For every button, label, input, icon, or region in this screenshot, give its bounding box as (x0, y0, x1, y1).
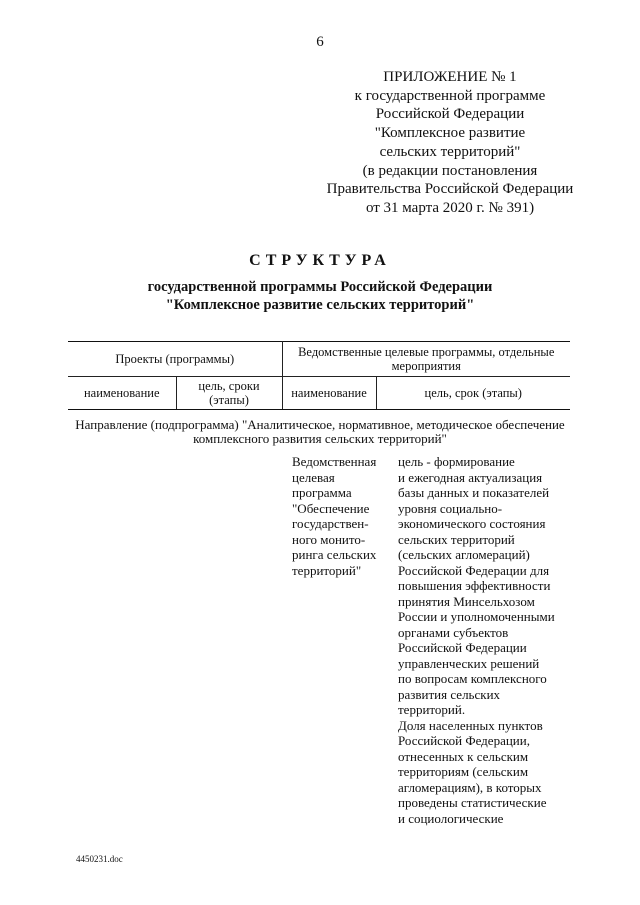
appendix-line: "Комплексное развитие (374, 125, 526, 142)
program-goal-cell (398, 454, 598, 826)
program-goal-line: развития сельских (398, 686, 501, 702)
program-goal-line: отнесенных к сельским (398, 748, 529, 764)
program-goal-line: цель - формирование (398, 454, 515, 469)
program-goal-line: России и уполномоченными (398, 609, 555, 624)
program-goal-line: принятия Минсельхозом (398, 593, 535, 609)
appendix-line: ПРИЛОЖЕНИЕ № 1 (383, 69, 517, 85)
program-name-line: Ведомственная (292, 454, 377, 469)
header-departmental-name: наименование (282, 377, 376, 410)
header-projects-name: наименование (68, 377, 176, 410)
appendix-line: (в редакции постановления (362, 162, 538, 179)
program-name-line: целевая (292, 469, 335, 485)
program-goal-line: уровня социально- (398, 500, 503, 516)
program-goal-line: базы данных и показателей (398, 485, 550, 500)
program-name-line: территорий" (292, 562, 362, 578)
program-goal-line: и ежегодная актуализация (398, 469, 543, 485)
program-goal-line: экономического состояния (398, 516, 546, 531)
program-goal-line: сельских территорий (398, 531, 515, 547)
direction-line: Направление (подпрограмма) "Аналитическое, нормативное, методическое обеспечение (75, 417, 565, 432)
appendix-line: от 31 марта 2020 г. № 391) (365, 199, 535, 216)
header-departmental-goal: цель, срок (этапы) (376, 377, 570, 410)
subtitle-line: государственной программы Российской Федерации (147, 279, 493, 295)
appendix-line: сельских территорий" (379, 143, 521, 160)
structure-table-header (68, 341, 570, 410)
program-goal-line: (сельских агломераций) (398, 547, 530, 562)
program-name-line: ринга сельских (292, 547, 377, 562)
program-goal-line: агломерациям), в которых (398, 779, 542, 795)
document-subtitle (0, 278, 640, 314)
program-name-line: "Обеспечение (292, 500, 370, 516)
program-goal-line: органами субъектов (398, 624, 509, 640)
program-goal-line: и социологические (398, 810, 504, 826)
program-goal-line: территорий. (398, 702, 466, 717)
direction-heading (40, 418, 600, 446)
header-projects: Проекты (программы) (68, 342, 282, 377)
program-goal-line: управленческих решений (398, 655, 540, 671)
subtitle-line: "Комплексное развитие сельских территорий" (165, 297, 475, 313)
program-name-line: ного монито- (292, 531, 366, 547)
page-number: 6 (316, 34, 324, 50)
appendix-line: Правительства Российской Федерации (326, 181, 574, 198)
program-goal-line: Доля населенных пунктов (398, 717, 543, 733)
appendix-line: Российской Федерации (375, 106, 525, 123)
document-title: СТРУКТУРА (249, 252, 391, 269)
program-goal-line: Российской Федерации для (398, 562, 550, 578)
program-goal-line: проведены статистические (398, 795, 547, 810)
program-name-cell (292, 454, 402, 578)
header-departmental-programs: Ведомственные целевые программы, отдельные мероприятия (282, 342, 570, 377)
program-goal-line: Российской Федерации (398, 640, 527, 655)
footer-file-name: 4450231.doc (76, 854, 123, 864)
appendix-line: к государственной программе (354, 87, 546, 104)
direction-line: комплексного развития сельских территорий" (193, 431, 447, 446)
program-goal-line: территориям (сельским (398, 764, 529, 779)
program-name-line: государствен- (292, 516, 369, 531)
appendix-header (300, 68, 600, 218)
program-goal-line: повышения эффективности (398, 578, 551, 593)
program-goal-line: по вопросам комплексного (398, 671, 547, 686)
program-name-line: программа (292, 485, 352, 500)
program-goal-line: Российской Федерации, (398, 733, 530, 748)
header-projects-goal: цель, сроки (этапы) (176, 377, 282, 410)
